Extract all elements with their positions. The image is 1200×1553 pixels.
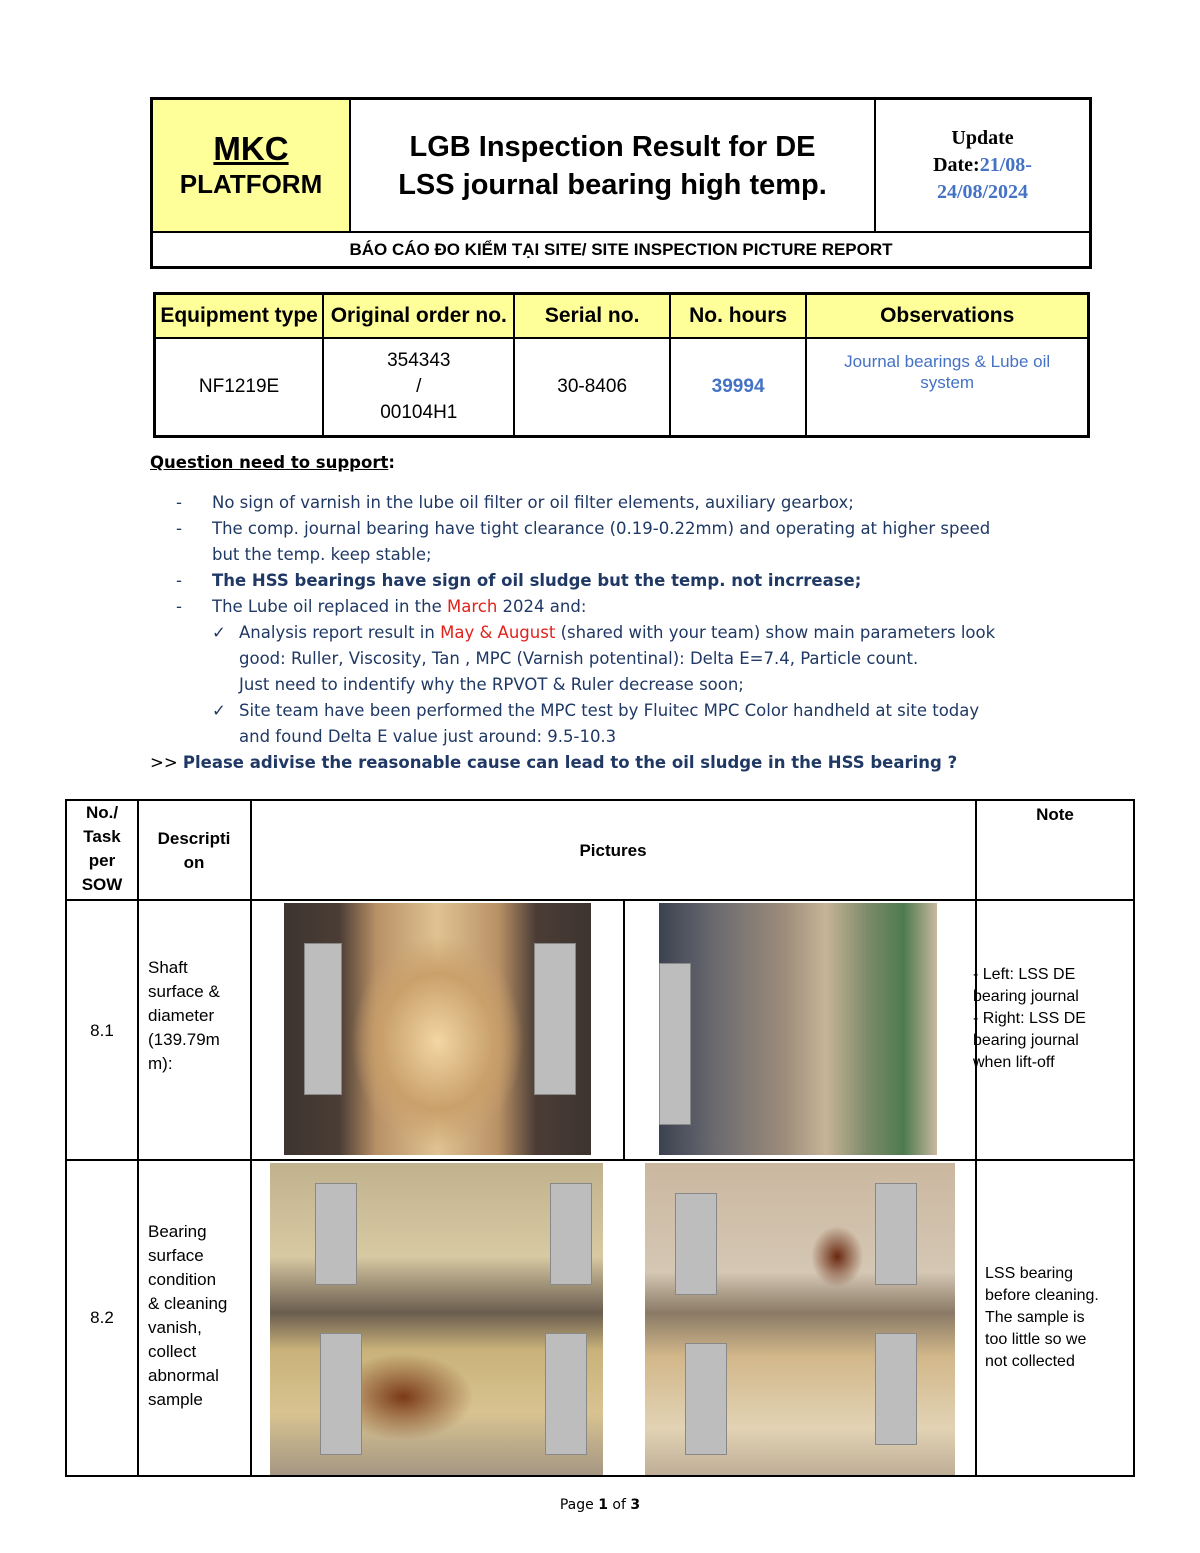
date-line xyxy=(933,152,1032,179)
col-original-order: Original order no. xyxy=(323,294,514,339)
page-number: 1 xyxy=(598,1497,608,1513)
row-8-1-description: Shaft surface & diameter (139.79m m): xyxy=(148,958,220,1073)
date-value-1: 21/08- xyxy=(979,154,1032,176)
col-equipment-type: Equipment type xyxy=(155,294,324,339)
title-line-1: LGB Inspection Result for DE xyxy=(409,130,816,163)
observations-value xyxy=(806,338,1088,437)
report-title xyxy=(351,100,876,233)
equipment-type-value: NF1219E xyxy=(155,338,324,437)
check-icon: ✓ xyxy=(212,701,226,720)
update-label: Update xyxy=(951,127,1014,149)
advise-line: >> Please adivise the reasonable cause can lead to the oil sludge in the HSS bearing ? xyxy=(150,753,958,772)
report-subtitle: BÁO CÁO ĐO KIỂM TẠI SITE/ SITE INSPECTION PICTURE REPORT xyxy=(349,239,893,259)
equipment-table xyxy=(153,292,1090,438)
equipment-header-row xyxy=(155,294,1089,339)
date-value-2: 24/08/2024 xyxy=(936,181,1029,203)
serial-value: 30-8406 xyxy=(514,338,669,437)
order-line-2: / xyxy=(416,376,422,397)
page-label: Page xyxy=(559,1497,594,1513)
question-item-1: - No sign of varnish in the lube oil filter or oil filter elements, auxiliary gearbox; xyxy=(176,493,854,512)
page-footer xyxy=(0,1497,1200,1513)
col-description: Descripti on xyxy=(157,829,231,872)
question-item-2: - The comp. journal bearing have tight clearance (0.19-0.22mm) and operating at higher speed xyxy=(176,519,991,538)
site-item: ✓ Site team have been performed the MPC test by Fluitec MPC Color handheld at site today xyxy=(150,698,1110,724)
analysis-item: ✓ Analysis report result in May & August (shared with your team) show main parameters look xyxy=(150,620,1110,646)
analysis-line-3: Just need to indentify why the RPVOT & Ruler decrease soon; xyxy=(239,675,744,694)
photo-bearing-halves-right xyxy=(645,1163,955,1475)
check-icon: ✓ xyxy=(212,623,226,642)
order-value xyxy=(323,338,514,437)
row-8-1-note: - Left: LSS DE bearing journal - Right: LSS DE bearing journal when lift-off xyxy=(973,966,1086,1071)
row-8-1-no: 8.1 xyxy=(90,1021,114,1040)
inspection-table xyxy=(65,799,1135,1477)
row-8-2-description: Bearing surface condition & cleaning vanish, collect abnormal sample xyxy=(148,1222,228,1409)
report-header xyxy=(150,97,1092,269)
of-label: of xyxy=(612,1497,626,1513)
row-8-2-note: LSS bearing before cleaning. The sample is too little so we not collected xyxy=(985,1265,1099,1370)
questions-section xyxy=(150,450,1110,776)
row-8-2-no: 8.2 xyxy=(90,1308,114,1327)
date-label: Date: xyxy=(933,154,980,176)
hours-value: 39994 xyxy=(670,338,807,437)
questions-heading: Question need to support: xyxy=(150,453,395,472)
equipment-data-row xyxy=(155,338,1089,437)
col-no-task: No./ Task per SOW xyxy=(81,803,123,894)
question-item-4: - The Lube oil replaced in the March 2024 and: xyxy=(176,597,587,616)
col-serial: Serial no. xyxy=(514,294,669,339)
order-line-3: 00104H1 xyxy=(380,402,458,423)
question-item-2-cont: but the temp. keep stable; xyxy=(212,545,432,564)
col-hours: No. hours xyxy=(670,294,807,339)
col-note: Note xyxy=(1036,805,1074,824)
question-item-3: - The HSS bearings have sign of oil sludge but the temp. not incrrease; xyxy=(176,571,862,590)
observations-line-2: system xyxy=(920,373,975,392)
col-pictures: Pictures xyxy=(579,841,647,860)
observations-line-1: Journal bearings & Lube oil xyxy=(844,352,1051,371)
title-line-2: LSS journal bearing high temp. xyxy=(398,168,827,201)
photo-lss-de-journal-left xyxy=(284,903,591,1155)
update-date-box xyxy=(876,100,1089,233)
page-total: 3 xyxy=(630,1497,641,1513)
analysis-line-2: good: Ruller, Viscosity, Tan , MPC (Varnish potentinal): Delta E=7.4, Particle count. xyxy=(239,649,919,668)
platform-logo xyxy=(153,100,351,233)
photo-lss-de-journal-right xyxy=(659,903,937,1155)
order-line-1: 354343 xyxy=(387,350,451,371)
site-line-2: and found Delta E value just around: 9.5-10.3 xyxy=(239,727,617,746)
col-observations: Observations xyxy=(806,294,1088,339)
logo-platform: PLATFORM xyxy=(179,168,323,199)
logo-mkc: MKC xyxy=(213,129,289,167)
photo-bearing-halves-left xyxy=(270,1163,603,1475)
